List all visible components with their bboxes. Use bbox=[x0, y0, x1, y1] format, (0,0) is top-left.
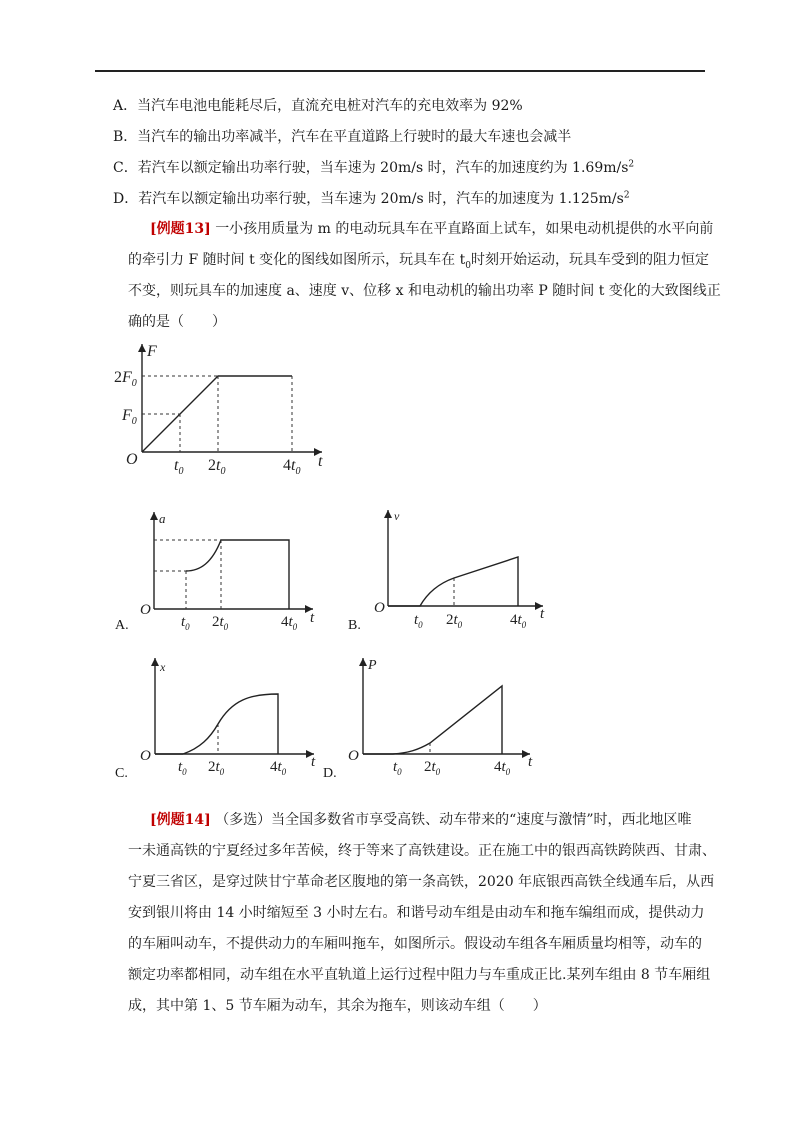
f-tick-4t0: $4t_0$ bbox=[283, 457, 301, 477]
p-t-axis-label: t bbox=[528, 754, 533, 770]
x-t-axis-label: t bbox=[311, 754, 316, 770]
p-tick-2t0: $2t_0$ bbox=[424, 759, 441, 777]
p-axis-label: P bbox=[368, 658, 377, 673]
example14-line7: 成，其中第 1、5 节车厢为动车，其余为拖车，则该动车组（ ） bbox=[128, 998, 547, 1014]
f-t-axis-label: t bbox=[318, 453, 323, 470]
example14-line2: 一未通高铁的宁夏经过多年苦候，终于等来了高铁建设。正在施工中的银西高铁跨陕西、甘肃、 bbox=[128, 843, 716, 859]
v-tick-2t0: $2t_0$ bbox=[446, 612, 463, 630]
option-b: B．当汽车的输出功率减半，汽车在平直道路上行驶时的最大车速也会减半 bbox=[113, 129, 572, 145]
p-tick-4t0: $4t_0$ bbox=[494, 759, 511, 777]
x-origin: O bbox=[140, 748, 151, 764]
x-axis-label: x bbox=[160, 660, 166, 674]
f-graph-line bbox=[142, 376, 292, 452]
x-graph-x-arrow bbox=[151, 658, 159, 666]
p-origin: O bbox=[348, 748, 359, 764]
p-graph-p-arrow bbox=[359, 658, 367, 666]
a-tick-4t0: $4t_0$ bbox=[281, 614, 298, 632]
f-axis-label: F bbox=[147, 343, 157, 360]
example14-tag: [例题14] bbox=[150, 812, 211, 828]
example14-line1: [例题14] （多选）当全国多数省市享受高铁、动车带来的“速度与激情”时，西北地区唯 bbox=[150, 812, 692, 828]
x-tick-t0: $t_0$ bbox=[178, 759, 187, 777]
p-tick-t0: $t_0$ bbox=[393, 759, 402, 777]
a-axis-label: a bbox=[159, 511, 166, 526]
v-graph-v-arrow bbox=[384, 510, 392, 518]
v-tick-4t0: $4t_0$ bbox=[510, 612, 527, 630]
a-graph-curve bbox=[186, 540, 289, 609]
graph-option-c-label: C. bbox=[115, 766, 128, 781]
example13-tag: [例题13] bbox=[150, 221, 211, 237]
f-origin: O bbox=[126, 451, 138, 468]
example14-line6: 额定功率都相同，动车组在水平直轨道上运行过程中阻力与车重成正比.某列车组由 8 节车厢组 bbox=[128, 967, 711, 983]
a-origin: O bbox=[140, 602, 151, 618]
p-graph-curve bbox=[363, 686, 502, 754]
a-graph-a-arrow bbox=[150, 512, 158, 520]
label-2f0: $2F_0$ bbox=[114, 369, 137, 389]
x-tick-2t0: $2t_0$ bbox=[208, 759, 225, 777]
label-f0: $F_0$ bbox=[122, 407, 137, 427]
v-origin: O bbox=[374, 600, 385, 616]
option-d: D．若汽车以额定输出功率行驶，当车速为 20m/s 时，汽车的加速度为 $1.125m/s^2$ bbox=[113, 190, 630, 207]
a-t-axis-label: t bbox=[310, 610, 315, 626]
example13-line4: 确的是（ ） bbox=[128, 314, 226, 330]
example13-line2: 的牵引力 F 随时间 t 变化的图线如图所示，玩具车在 $t_0$时刻开始运动，玩具车受到的阻力恒定 bbox=[128, 252, 709, 271]
f-graph-f-arrow bbox=[138, 344, 146, 352]
graph-option-d-label: D. bbox=[323, 766, 337, 781]
example13-line1: [例题13] 一小孩用质量为 m 的电动玩具车在平直路面上试车，如果电动机提供的水平向前 bbox=[150, 221, 714, 237]
example14-line5: 的车厢叫动车，不提供动力的车厢叫拖车，如图所示。假设动车组各车厢质量均相等，动车的 bbox=[128, 936, 702, 952]
a-tick-2t0: $2t_0$ bbox=[212, 614, 229, 632]
v-tick-t0: $t_0$ bbox=[414, 612, 423, 630]
example13-line3: 不变，则玩具车的加速度 a、速度 v、位移 x 和电动机的输出功率 P 随时间 t 变化的大致图线正 bbox=[128, 283, 721, 299]
f-tick-2t0: $2t_0$ bbox=[208, 457, 226, 477]
a-tick-t0: $t_0$ bbox=[181, 614, 190, 632]
option-a: A．当汽车电池电能耗尽后，直流充电桩对汽车的充电效率为 92% bbox=[113, 98, 523, 114]
example14-line4: 安到银川将由 14 小时缩短至 3 小时左右。和谐号动车组是由动车和拖车编组而成，提供动力 bbox=[128, 905, 705, 921]
option-c: C．若汽车以额定输出功率行驶，当车速为 20m/s 时，汽车的加速度约为 $1.69m/s^2$ bbox=[113, 159, 635, 176]
v-graph-curve bbox=[388, 557, 518, 606]
x-tick-4t0: $4t_0$ bbox=[270, 759, 287, 777]
x-graph-curve bbox=[155, 694, 278, 754]
f-tick-t0: $t_0$ bbox=[174, 457, 184, 477]
v-axis-label: v bbox=[394, 509, 400, 523]
graph-option-a-label: A. bbox=[115, 618, 129, 633]
v-t-axis-label: t bbox=[540, 606, 545, 622]
graph-option-b-label: B. bbox=[348, 618, 361, 633]
example14-line3: 宁夏三省区，是穿过陕甘宁革命老区腹地的第一条高铁，2020 年底银西高铁全线通车后，从西 bbox=[128, 874, 715, 890]
